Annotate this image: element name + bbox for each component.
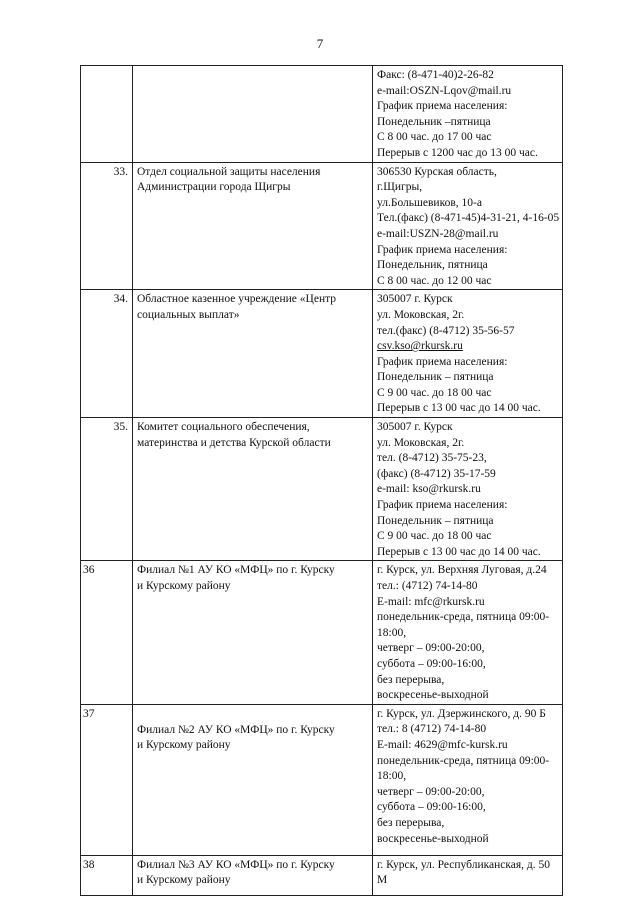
contact-info-line: 305007 г. Курск [377, 293, 453, 306]
organization-name-line: Областное казенное учреждение «Центр [137, 293, 337, 306]
organization-name-line: материнства и детства Курской области [137, 436, 331, 449]
organization-name-line: и Курскому району [137, 874, 231, 887]
contact-info-line: суббота – 09:00-16:00, [377, 657, 486, 670]
row-number: 38 [81, 855, 133, 895]
contact-info-line: С 8 00 час. до 12 00 час [377, 274, 492, 287]
contact-info-line: С 9 00 час. до 18 00 час [377, 386, 492, 399]
table-row [81, 418, 563, 561]
row-number: 37 [81, 704, 133, 855]
organization-name-line: Администрации города Щигры [137, 181, 291, 194]
contact-info-line: г. Курск, ул. Республиканская, д. 50 [377, 858, 551, 871]
organization-name-cell [133, 290, 373, 418]
table-row [81, 855, 563, 895]
organization-name-line: Филиал №3 АУ КО «МФЦ» по г. Курску [137, 858, 335, 871]
contact-info-cell [373, 418, 563, 561]
contact-info-cell [373, 855, 563, 895]
table-row [81, 66, 563, 163]
contact-info-line: четверг – 09:00-20:00, [377, 785, 485, 798]
contact-info-line: С 9 00 час. до 18 00 час [377, 530, 492, 543]
contact-info-line: суббота – 09:00-16:00, [377, 801, 486, 814]
contact-info-line: понедельник-среда, пятница 09:00- [377, 754, 550, 767]
contact-info-cell [373, 162, 563, 290]
contact-info-line: График приема населения: [377, 499, 508, 512]
organization-name-line: социальных выплат» [137, 308, 240, 321]
organization-name-line: Отдел социальной защиты населения [137, 165, 321, 178]
contact-info-cell [373, 66, 563, 163]
contact-info-line: г.Щигры, [377, 181, 423, 194]
contact-info-line: тел.(факс) (8-4712) 35-56-57 [377, 324, 515, 337]
row-number: 35. [81, 418, 133, 561]
organization-name-cell [133, 704, 373, 855]
contact-info-line: Факс: (8-471-40)2-26-82 [377, 69, 494, 81]
contact-info-line: График приема населения: [377, 100, 508, 113]
contact-info-cell [373, 290, 563, 418]
organization-name-line: и Курскому району [137, 580, 231, 592]
contact-info-line: 18:00, [377, 770, 407, 783]
contact-info-line: Перерыв с 13 00 час до 14 00 час. [377, 402, 541, 415]
contact-info-line: Понедельник, пятница [377, 259, 488, 272]
contact-info-line: Понедельник –пятница [377, 115, 491, 128]
organization-name-line: Комитет социального обеспечения, [137, 421, 310, 434]
table-row [81, 162, 563, 290]
contact-info-line: г. Курск, ул. Дзержинского, д. 90 Б [377, 707, 546, 720]
organization-name-line: и Курскому району [137, 739, 231, 752]
table-row [81, 290, 563, 418]
row-number: 34. [81, 290, 133, 418]
contact-info-line: Понедельник – пятница [377, 371, 494, 384]
contact-info-line: e-mail:USZN-28@mail.ru [377, 227, 499, 240]
contact-info-line: М [377, 874, 388, 887]
organization-name-line: Филиал №2 АУ КО «МФЦ» по г. Курску [137, 723, 335, 736]
organizations-table [80, 65, 563, 896]
organization-name-cell [133, 561, 373, 704]
contact-info-line: Тел.(факс) (8-471-45)4-31-21, 4-16-05 [377, 212, 560, 225]
contact-info-line: тел.: 8 (4712) 74-14-80 [377, 723, 487, 736]
contact-info-line: E-mail: mfc@rkursk.ru [377, 595, 485, 608]
contact-info-line: четверг – 09:00-20:00, [377, 642, 485, 655]
contact-info-line: e-mail:OSZN-Lqov@mail.ru [377, 84, 512, 97]
contact-info-line: тел.: (4712) 74-14-80 [377, 580, 478, 592]
contact-info-line: С 8 00 час. до 17 00 час [377, 131, 492, 144]
contact-info-line: тел. (8-4712) 35-75-23, [377, 452, 487, 465]
page-number: 7 [316, 36, 324, 51]
contact-info-line: E-mail: 4629@mfc-kursk.ru [377, 738, 508, 751]
contact-info-line: e-mail: kso@rkursk.ru [377, 483, 481, 496]
contact-info-line: ул.Большевиков, 10-а [377, 196, 482, 209]
table-row [81, 704, 563, 855]
contact-info-line: (факс) (8-4712) 35-17-59 [377, 467, 496, 480]
row-number: 33. [81, 162, 133, 290]
contact-info-line: Перерыв с 1200 час до 13 00 час. [377, 146, 538, 159]
organization-name-cell [133, 66, 373, 163]
table-row [81, 561, 563, 704]
row-number [81, 66, 133, 163]
contact-info-line: csv.kso@rkursk.ru [377, 340, 463, 353]
contact-info-line: 305007 г. Курск [377, 421, 453, 434]
organization-name-line: Филиал №1 АУ КО «МФЦ» по г. Курску [137, 564, 335, 577]
contact-info-line: Перерыв с 13 00 час до 14 00 час. [377, 545, 541, 558]
contact-info-line: воскресенье-выходной [377, 689, 489, 702]
contact-info-line: г. Курск, ул. Верхняя Луговая, д.24 [377, 564, 547, 577]
contact-info-line: 18:00, [377, 626, 407, 639]
contact-info-cell [373, 704, 563, 855]
contact-info-cell [373, 561, 563, 704]
contact-info-line: График приема населения: [377, 243, 508, 256]
contact-info-line: 306530 Курская область, [377, 165, 497, 178]
contact-info-line: ул. Моковская, 2г. [377, 308, 465, 321]
row-number: 36 [81, 561, 133, 704]
contact-info-line: Понедельник – пятница [377, 514, 494, 527]
contact-info-line: воскресенье-выходной [377, 832, 489, 845]
contact-info-line: понедельник-среда, пятница 09:00- [377, 611, 550, 624]
organization-name-cell [133, 855, 373, 895]
contact-info-line: График приема населения: [377, 355, 508, 368]
contact-info-line: ул. Моковская, 2г. [377, 436, 465, 449]
organization-name-cell [133, 162, 373, 290]
organization-name-cell [133, 418, 373, 561]
contact-info-line: без перерыва, [377, 673, 445, 686]
contact-info-line: без перерыва, [377, 816, 445, 829]
